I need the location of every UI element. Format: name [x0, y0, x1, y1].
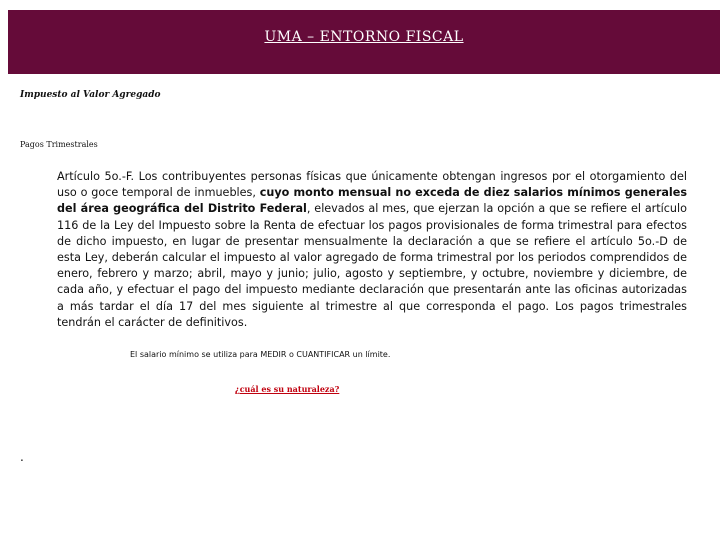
article-text-bold: cuyo monto mensual no exceda de diez salarios mínimos generales del área geográfica del Distrito Federal — [57, 186, 687, 216]
document-subtitle: Impuesto al Valor Agregado — [20, 90, 161, 100]
section-label: Pagos Trimestrales — [20, 140, 98, 149]
page-title: UMA – ENTORNO FISCAL — [264, 29, 464, 45]
article-text — [57, 169, 687, 331]
article-text-part1: Artículo 5o.-F. Los contribuyentes personas físicas que únicamente obtengan ingresos por el otorgamiento del uso o goce temporal de inmuebles, — [57, 170, 687, 200]
bullet-dot: . — [20, 450, 24, 464]
article-text-part2: , elevados al mes, que ejerzan la opción a que se refiere el artículo 116 de la Ley del Impuesto sobre la Renta de efectuar los pagos provisionales de forma trimestral para efectos de dicho impuesto, en lugar de presentar mensualmente la declaración a que se refiere el artículo 5o.-D de esta Ley, deberán calcular el impuesto al valor agregado de forma trimestral por los periodos comprendidos de enero, febrero y marzo; abril, mayo y junio; julio, agosto y septiembre, y octubre, noviembre y diciembre, de cada año, y efectuar el pago del impuesto mediante declaración que presentarán ante las oficinas autorizadas a más tardar el día 17 del mes siguiente al trimestre al que corresponda el pago. Los pagos trimestrales tendrán el carácter de definitivos. — [57, 202, 687, 329]
nature-question: ¿cuál es su naturaleza? — [235, 384, 340, 394]
salary-note: El salario mínimo se utiliza para MEDIR o CUANTIFICAR un límite. — [130, 350, 391, 359]
header-banner — [8, 10, 720, 74]
